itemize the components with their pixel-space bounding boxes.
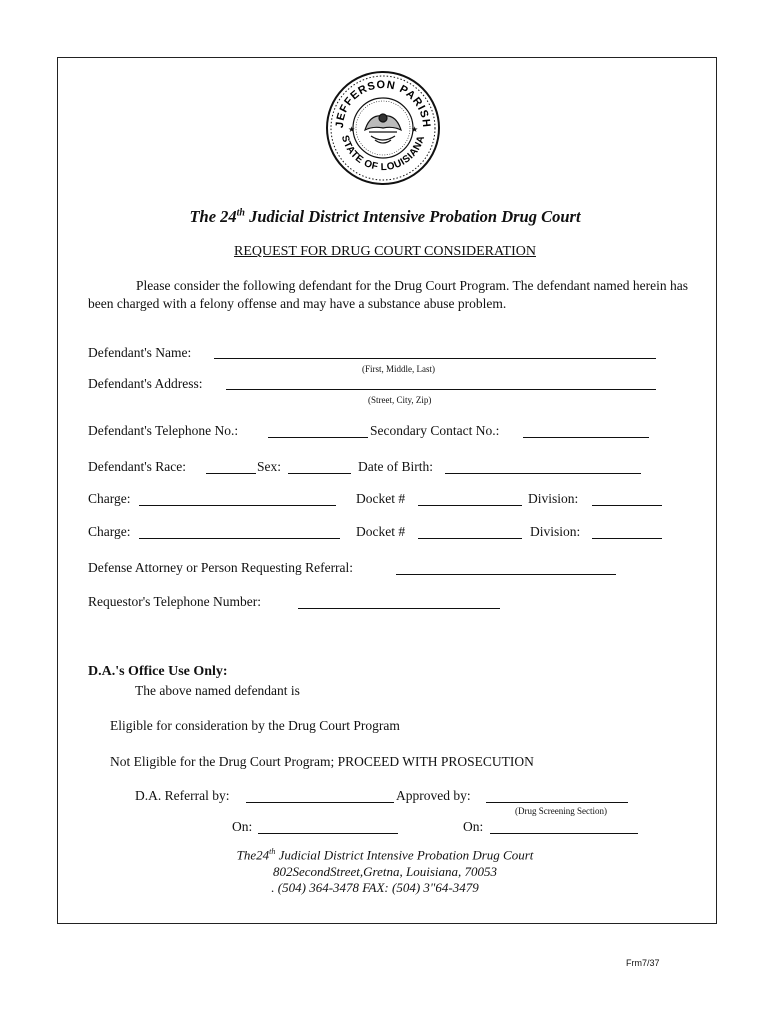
docket-field-2[interactable]: [418, 538, 522, 539]
charge-field-1[interactable]: [139, 505, 336, 506]
race-label: Defendant's Race:: [88, 459, 187, 474]
footer-phone: . (504) 364-3478 FAX: (504) 3"64-3479: [271, 880, 479, 895]
svg-text:JEFFERSON PARISH: JEFFERSON PARISH: [333, 78, 433, 129]
eligible-option[interactable]: Eligible for consideration by the Drug Court Program: [110, 718, 400, 733]
referral-label: D.A. Referral by:: [135, 788, 230, 803]
svg-text:STATE OF LOUISIANA: STATE OF LOUISIANA: [338, 134, 428, 174]
footer-court-name: The24th Judicial District Intensive Probation Drug Court: [236, 847, 534, 863]
not-eligible-option[interactable]: Not Eligible for the Drug Court Program; PROCEED WITH PROSECUTION: [110, 754, 534, 769]
dob-field[interactable]: [445, 473, 641, 474]
charge-label-1: Charge:: [88, 491, 131, 506]
approved-label: Approved by:: [396, 788, 471, 803]
docket-label-1: Docket #: [356, 491, 406, 506]
name-hint: (First, Middle, Last): [362, 364, 435, 374]
defendant-address-field[interactable]: [226, 389, 656, 390]
on-field-1[interactable]: [258, 833, 398, 834]
requestor-phone-label: Requestor's Telephone Number:: [88, 594, 261, 609]
svg-text:★: ★: [348, 125, 356, 134]
sex-field[interactable]: [288, 473, 351, 474]
telephone-label: Defendant's Telephone No.:: [88, 423, 239, 438]
requestor-phone-field[interactable]: [298, 608, 500, 609]
telephone-field[interactable]: [268, 437, 368, 438]
defendant-name-label: Defendant's Name:: [88, 345, 192, 360]
jefferson-parish-seal: [325, 70, 441, 186]
division-field-2[interactable]: [592, 538, 662, 539]
intro-paragraph: Please consider the following defendant for the Drug Court Program. The defendant named herein has been charged with a felony offense and may have a substance abuse problem.: [88, 278, 688, 311]
footer-address: 802SecondStreet,Gretna, Louisiana, 70053: [273, 864, 497, 879]
division-field-1[interactable]: [592, 505, 662, 506]
on-label-1: On:: [232, 819, 253, 834]
approved-field[interactable]: [486, 802, 628, 803]
secondary-contact-label: Secondary Contact No.:: [370, 423, 500, 438]
da-intro: The above named defendant is: [135, 683, 300, 698]
da-office-title: D.A.'s Office Use Only:: [88, 664, 228, 679]
attorney-field[interactable]: [396, 574, 616, 575]
svg-text:★: ★: [411, 125, 419, 134]
charge-field-2[interactable]: [139, 538, 340, 539]
approved-hint: (Drug Screening Section): [515, 806, 607, 816]
on-field-2[interactable]: [490, 833, 638, 834]
docket-label-2: Docket #: [356, 524, 406, 539]
docket-field-1[interactable]: [418, 505, 522, 506]
division-label-1: Division:: [528, 491, 579, 506]
on-label-2: On:: [463, 819, 484, 834]
sex-label: Sex:: [257, 459, 282, 474]
division-label-2: Division:: [530, 524, 581, 539]
dob-label: Date of Birth:: [358, 459, 433, 474]
address-hint: (Street, City, Zip): [368, 395, 432, 405]
form-title: The 24th Judicial District Intensive Probation Drug Court: [189, 207, 581, 226]
defendant-name-field[interactable]: [214, 358, 656, 359]
form-subtitle: REQUEST FOR DRUG COURT CONSIDERATION: [233, 244, 536, 259]
form-number: Frm7/37: [626, 958, 660, 968]
referral-field[interactable]: [246, 802, 394, 803]
secondary-contact-field[interactable]: [523, 437, 649, 438]
charge-label-2: Charge:: [88, 524, 131, 539]
race-field[interactable]: [206, 473, 256, 474]
attorney-label: Defense Attorney or Person Requesting Referral:: [88, 560, 354, 575]
defendant-address-label: Defendant's Address:: [88, 376, 203, 391]
